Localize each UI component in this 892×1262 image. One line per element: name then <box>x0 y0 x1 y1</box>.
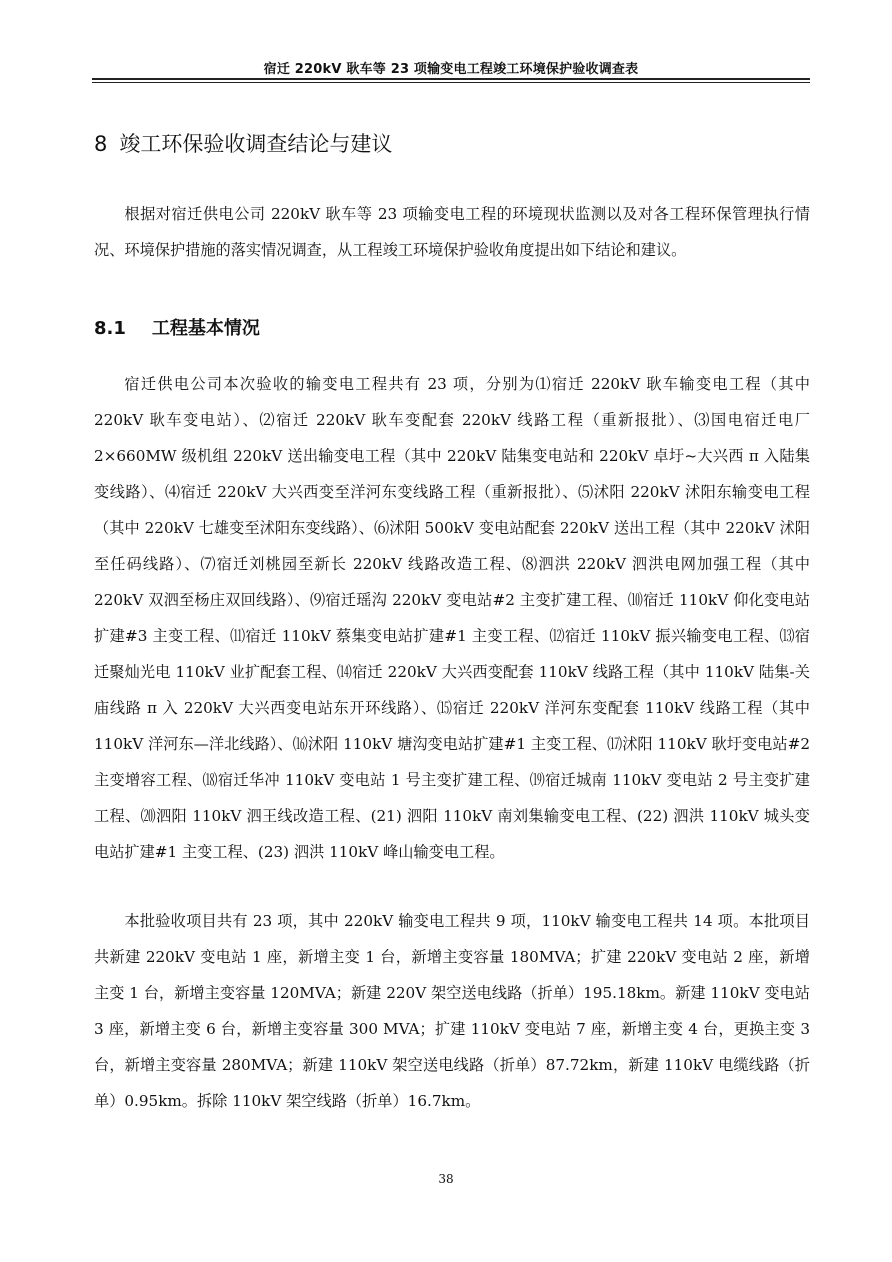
page-number: 38 <box>438 1172 454 1186</box>
projects-paragraph: 宿迁供电公司本次验收的输变电工程共有 23 项，分别为⑴宿迁 220kV 耿车输变电工程（其中 220kV 耿车变电站）、⑵宿迁 220kV 耿车变配套 220kV 线路工程（重新报批）、⑶国电宿迁电厂 2×660MW 级机组 220kV 送出输变电工程（其中 220kV 陆集变电站和 220kV 卓圩~大兴西 π 入陆集变线路）、⑷宿迁 220kV 大兴西变至洋河东变线路工程（重新报批）、⑸沭阳 220kV 沭阳东输变电工程（其中 220kV 七雄变至沭阳东变线路）、⑹沭阳 500kV 变电站配套 220kV 送出工程（其中 220kV 沭阳至任码线路）、⑺宿迁刘桃园至新长 220kV 线路改造工程、⑻泗洪 220kV 泗洪电网加强工程（其中 220kV 双泗至杨庄双回线路）、⑼宿迁瑶沟 220kV 变电站#2 主变扩建工程、⑽宿迁 110kV 仰化变电站扩建#3 主变工程、⑾宿迁 110kV 蔡集变电站扩建#1 主变工程、⑿宿迁 110kV 振兴输变电工程、⒀宿迁聚灿光电 110kV 业扩配套工程、⒁宿迁 220kV 大兴西变配套 110kV 线路工程（其中 110kV 陆集-关庙线路 π 入 220kV 大兴西变电站东开环线路）、⒂宿迁 220kV 洋河东变配套 110kV 线路工程（其中 110kV 洋河东—洋北线路）、⒃沭阳 110kV 塘沟变电站扩建#1 主变工程、⒄沭阳 110kV 耿圩变电站#2 主变增容工程、⒅宿迁华冲 110kV 变电站 1 号主变扩建工程、⒆宿迁城南 110kV 变电站 2 号主变扩建工程、⒇泗阳 110kV 泗王线改造工程、(21) 泗阳 110kV 南刘集输变电工程、(22) 泗洪 110kV 城头变电站扩建#1 主变工程、(23) 泗洪 110kV 峰山输变电工程。 <box>94 375 810 861</box>
running-header: 宿迁 220kV 耿车等 23 项输变电工程竣工环境保护验收调查表 <box>263 62 639 77</box>
chapter-title: 竣工环保验收调查结论与建议 <box>119 132 393 156</box>
intro-paragraph: 根据对宿迁供电公司 220kV 耿车等 23 项输变电工程的环境现状监测以及对各工程环保管理执行情况、环境保护措施的落实情况调查，从工程竣工环境保护验收角度提出如下结论和建议。 <box>94 205 810 259</box>
section-heading <box>94 314 260 340</box>
header-rule-secondary <box>92 82 810 83</box>
header-rule <box>92 78 810 80</box>
section-number: 8.1 <box>94 318 126 339</box>
chapter-number: 8 <box>94 132 108 156</box>
section-title: 工程基本情况 <box>151 318 260 339</box>
chapter-heading <box>94 128 392 158</box>
summary-paragraph: 本批验收项目共有 23 项，其中 220kV 输变电工程共 9 项，110kV 输变电工程共 14 项。本批项目共新建 220kV 变电站 1 座，新增主变 1 台，新增主变容量 180MVA；扩建 220kV 变电站 2 座，新增主变 1 台，新增主变容量 120MVA；新建 220V 架空送电线路（折单）195.18km。新建 110kV 变电站 3 座，新增主变 6 台，新增主变容量 300 MVA；扩建 110kV 变电站 7 座，新增主变 4 台，更换主变 3 台，新增主变容量 280MVA；新建 110kV 架空送电线路（折单）87.72km，新建 110kV 电缆线路（折单）0.95km。拆除 110kV 架空线路（折单）16.7km。 <box>94 912 810 1110</box>
